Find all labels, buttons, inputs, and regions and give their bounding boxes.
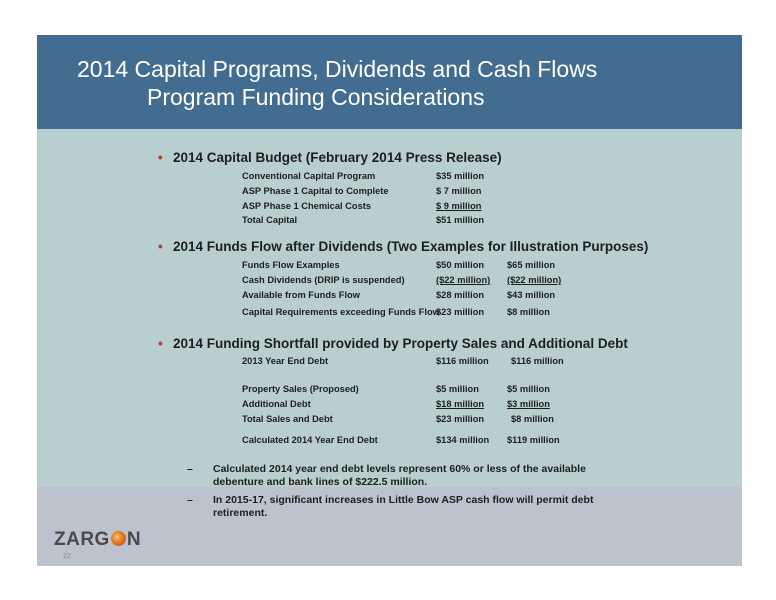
- company-logo: [54, 529, 141, 551]
- row-value: $8 million: [511, 414, 554, 424]
- row-value: ($22 million): [436, 275, 491, 285]
- row-value: $35 million: [436, 171, 485, 181]
- row-label: Capital Requirements exceeding Funds Flow: [242, 307, 440, 317]
- bullet-icon: •: [158, 239, 163, 254]
- heading-text: 2014 Funding Shortfall provided by Property Sales and Additional Debt: [173, 336, 628, 351]
- row-label: Total Capital: [242, 215, 298, 225]
- row-label: Additional Debt: [242, 399, 311, 409]
- dash-bullet: –: [187, 463, 193, 475]
- row-value: $18 million: [436, 399, 485, 409]
- row-value: $5 million: [507, 384, 550, 394]
- row-label: ASP Phase 1 Capital to Complete: [242, 186, 389, 196]
- row-value: $116 million: [511, 356, 564, 366]
- title-banner: [37, 35, 742, 129]
- row-value: $43 million: [507, 290, 556, 300]
- dash-bullet: –: [187, 494, 193, 506]
- row-value: $51 million: [436, 215, 485, 225]
- bullet-icon: •: [158, 150, 163, 165]
- logo-text-a: ZARG: [54, 529, 110, 550]
- slide-subtitle: Program Funding Considerations: [147, 84, 485, 110]
- heading-text: 2014 Funds Flow after Dividends (Two Examples for Illustration Purposes): [173, 239, 649, 254]
- row-value: $50 million: [436, 260, 485, 270]
- note-debt-retirement: In 2015-17, significant increases in Little Bow ASP cash flow will permit debt retirement.: [213, 494, 594, 519]
- row-value: $ 7 million: [436, 186, 482, 196]
- section-heading-funding-shortfall: [158, 336, 628, 351]
- row-value: $3 million: [507, 399, 550, 409]
- row-label: Property Sales (Proposed): [242, 384, 359, 394]
- row-value: $65 million: [507, 260, 556, 270]
- row-label: Available from Funds Flow: [242, 290, 360, 300]
- row-label: Cash Dividends (DRIP is suspended): [242, 275, 405, 285]
- row-value: $23 million: [436, 414, 485, 424]
- bullet-icon: •: [158, 336, 163, 351]
- logo-text-b: N: [126, 529, 142, 550]
- row-label: Conventional Capital Program: [242, 171, 376, 181]
- heading-text: 2014 Capital Budget (February 2014 Press Release): [173, 150, 502, 165]
- row-value: $8 million: [507, 307, 550, 317]
- note-debt-levels: Calculated 2014 year end debt levels represent 60% or less of the available debenture and bank lines of $222.5 million.: [213, 463, 586, 488]
- row-value: ($22 million): [507, 275, 562, 285]
- row-label: Calculated 2014 Year End Debt: [242, 435, 378, 445]
- row-value: $23 million: [436, 307, 485, 317]
- row-value: $ 9 million: [436, 201, 482, 211]
- row-label: Funds Flow Examples: [242, 260, 340, 270]
- row-value: $119 million: [507, 435, 560, 445]
- row-value: $5 million: [436, 384, 479, 394]
- slide: [37, 35, 742, 566]
- row-label: ASP Phase 1 Chemical Costs: [242, 201, 372, 211]
- slide-title: 2014 Capital Programs, Dividends and Cash Flows: [77, 56, 598, 82]
- row-value: $116 million: [436, 356, 489, 366]
- section-heading-funds-flow: [158, 239, 648, 254]
- logo-sun-icon: [111, 531, 126, 546]
- row-value: $134 million: [436, 435, 490, 445]
- section-heading-capital-budget: [158, 150, 502, 165]
- row-label: Total Sales and Debt: [242, 414, 333, 424]
- page-number: 22: [63, 553, 71, 560]
- row-value: $28 million: [436, 290, 485, 300]
- row-label: 2013 Year End Debt: [242, 356, 329, 366]
